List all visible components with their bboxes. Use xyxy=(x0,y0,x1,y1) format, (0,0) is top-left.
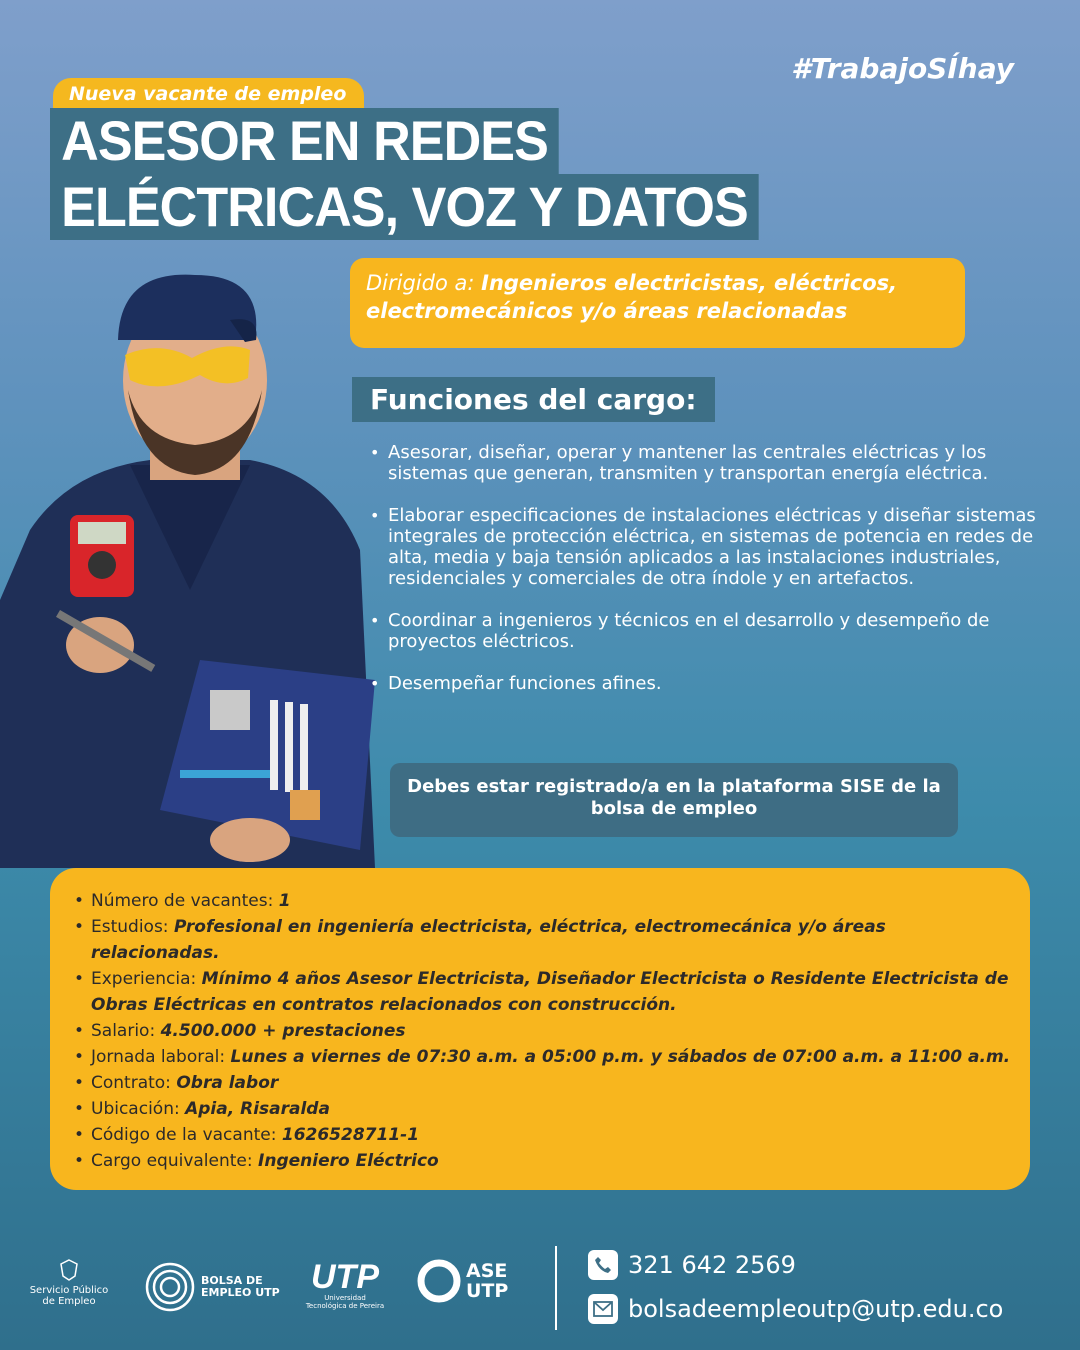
target-audience-box xyxy=(350,258,965,348)
bolsa-logo-line-1: BOLSA DE xyxy=(201,1274,263,1287)
detail-value: Obra labor xyxy=(176,1073,279,1093)
mail-icon xyxy=(588,1294,618,1324)
utp-logo xyxy=(305,1260,385,1310)
detail-item xyxy=(74,1148,1012,1174)
footer-divider xyxy=(555,1246,557,1330)
detail-key: Estudios: xyxy=(91,917,174,937)
detail-key: Contrato: xyxy=(91,1073,177,1093)
functions-heading: Funciones del cargo: xyxy=(352,377,715,422)
phone-contact[interactable] xyxy=(588,1250,796,1280)
detail-key: Ubicación: xyxy=(91,1099,186,1119)
detail-item xyxy=(74,1096,1012,1122)
sise-notice: Debes estar registrado/a en la plataforma SISE de la bolsa de empleo xyxy=(390,763,958,837)
function-item: • Desempeñar funciones afines. xyxy=(366,673,1036,694)
detail-item xyxy=(74,1018,1012,1044)
job-title-line-1: ASESOR EN REDES xyxy=(50,108,559,174)
detail-value: Mínimo 4 años Asesor Electricista, Diseñador Electricista o Residente Electricista de Obras Eléctricas en contratos relacionados con construcción. xyxy=(91,969,1009,1015)
utp-logo-subtitle: Universidad Tecnológica de Pereira xyxy=(305,1294,385,1310)
detail-item xyxy=(74,888,1012,914)
detail-key: Número de vacantes: xyxy=(91,891,279,911)
target-audience-label: Dirigido a: xyxy=(366,271,482,295)
detail-key: Cargo equivalente: xyxy=(91,1151,259,1171)
phone-number: 321 642 2569 xyxy=(628,1251,796,1279)
new-vacancy-tag: Nueva vacante de empleo xyxy=(53,78,364,109)
detail-value: Lunes a viernes de 07:30 a.m. a 05:00 p.m. y sábados de 07:00 a.m. a 11:00 a.m. xyxy=(230,1047,1011,1067)
detail-item xyxy=(74,966,1012,1018)
detail-key: Jornada laboral: xyxy=(91,1047,231,1067)
footer xyxy=(0,1240,1080,1350)
functions-list xyxy=(366,442,1036,715)
job-title-line-2: ELÉCTRICAS, VOZ Y DATOS xyxy=(50,174,759,240)
hashtag: #TrabajoSÍhay xyxy=(791,52,1014,85)
phone-icon xyxy=(588,1250,618,1280)
email-contact[interactable] xyxy=(588,1294,1003,1324)
function-item: • Elaborar especificaciones de instalaciones eléctricas y diseñar sistemas integrales de protección eléctrica, en sistemas de potencia en redes de alta, media y baja tensión aplicados a las instalaciones industriales, residenciales y comerciales de otra índole y en artefactos. xyxy=(366,505,1036,589)
detail-value: Ingeniero Eléctrico xyxy=(258,1151,439,1171)
utp-logo-text: UTP xyxy=(311,1258,379,1296)
detail-value: 1 xyxy=(278,891,291,911)
detail-value: Apia, Risaralda xyxy=(185,1099,330,1119)
fingerprint-icon xyxy=(145,1262,195,1312)
ase-utp-logo xyxy=(416,1258,508,1304)
detail-key: Salario: xyxy=(91,1021,161,1041)
ase-ring-icon xyxy=(416,1258,462,1304)
detail-item xyxy=(74,1122,1012,1148)
email-address: bolsadeempleoutp@utp.edu.co xyxy=(628,1295,1004,1323)
detail-key: Código de la vacante: xyxy=(91,1125,282,1145)
function-item: • Asesorar, diseñar, operar y mantener las centrales eléctricas y los sistemas que generan, transmiten y transportan energía eléctrica. xyxy=(366,442,1036,484)
coat-of-arms-icon xyxy=(57,1258,81,1282)
bolsa-logo-line-2: EMPLEO UTP xyxy=(201,1286,280,1299)
servicio-publico-text: Servicio Público de Empleo xyxy=(29,1285,109,1307)
bolsa-empleo-logo xyxy=(145,1262,280,1312)
detail-key: Experiencia: xyxy=(91,969,202,989)
vacancy-details-box xyxy=(50,868,1030,1190)
target-audience-value: Ingenieros electricistas, eléctricos, electromecánicos y/o áreas relacionadas xyxy=(366,271,898,323)
detail-value: Profesional en ingeniería electricista, eléctrica, electromecánica y/o áreas relacionadas. xyxy=(91,917,886,963)
detail-item xyxy=(74,914,1012,966)
worker-illustration xyxy=(0,270,390,868)
detail-value: 4.500.000 + prestaciones xyxy=(160,1021,406,1041)
function-item: • Coordinar a ingenieros y técnicos en el desarrollo y desempeño de proyectos eléctricos. xyxy=(366,610,1036,652)
detail-value: 1626528711-1 xyxy=(281,1125,420,1145)
ase-logo-line-2: UTP xyxy=(466,1280,509,1302)
servicio-publico-logo xyxy=(28,1258,110,1307)
detail-item xyxy=(74,1070,1012,1096)
detail-item xyxy=(74,1044,1012,1070)
ase-logo-line-1: ASE xyxy=(466,1260,508,1282)
